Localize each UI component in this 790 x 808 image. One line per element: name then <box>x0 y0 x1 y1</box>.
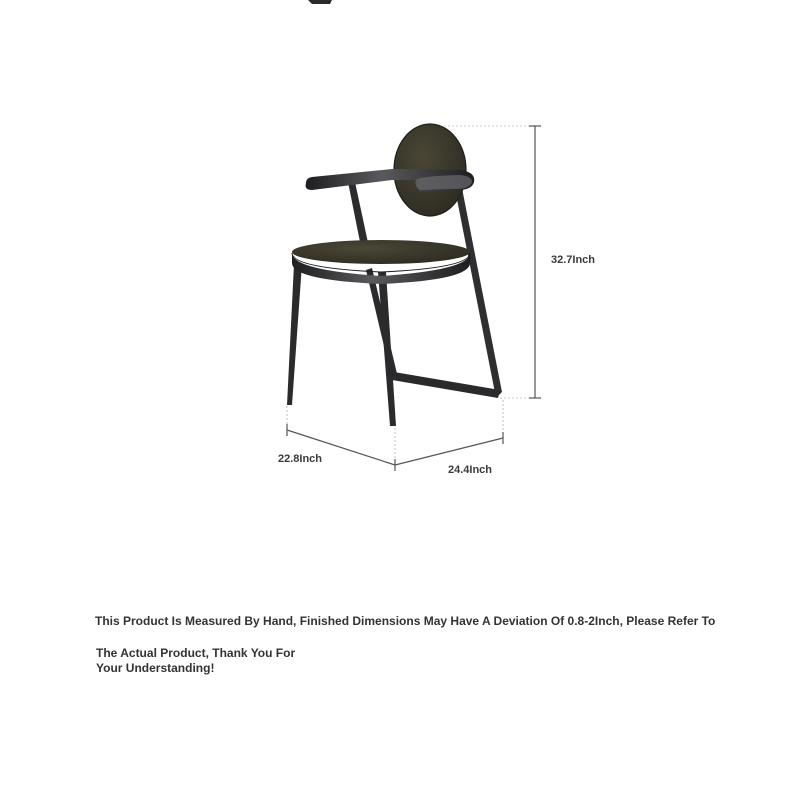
chair-illustration <box>287 124 502 426</box>
depth-dimension-label: 22.8Inch <box>278 453 323 465</box>
height-dimension-label: 32.7Inch <box>551 254 596 266</box>
measurement-note-line-1: This Product Is Measured By Hand, Finished Dimensions May Have A Deviation Of 0.8-2Inch, Please Refer To <box>95 614 716 628</box>
measurement-note-line-2: The Actual Product, Thank You For <box>96 646 296 660</box>
seat-cushion <box>292 240 470 264</box>
cropped-fragment <box>308 0 332 4</box>
width-dimension-label: 24.4Inch <box>448 464 493 476</box>
measurement-note-line-3: Your Understanding! <box>96 661 215 675</box>
